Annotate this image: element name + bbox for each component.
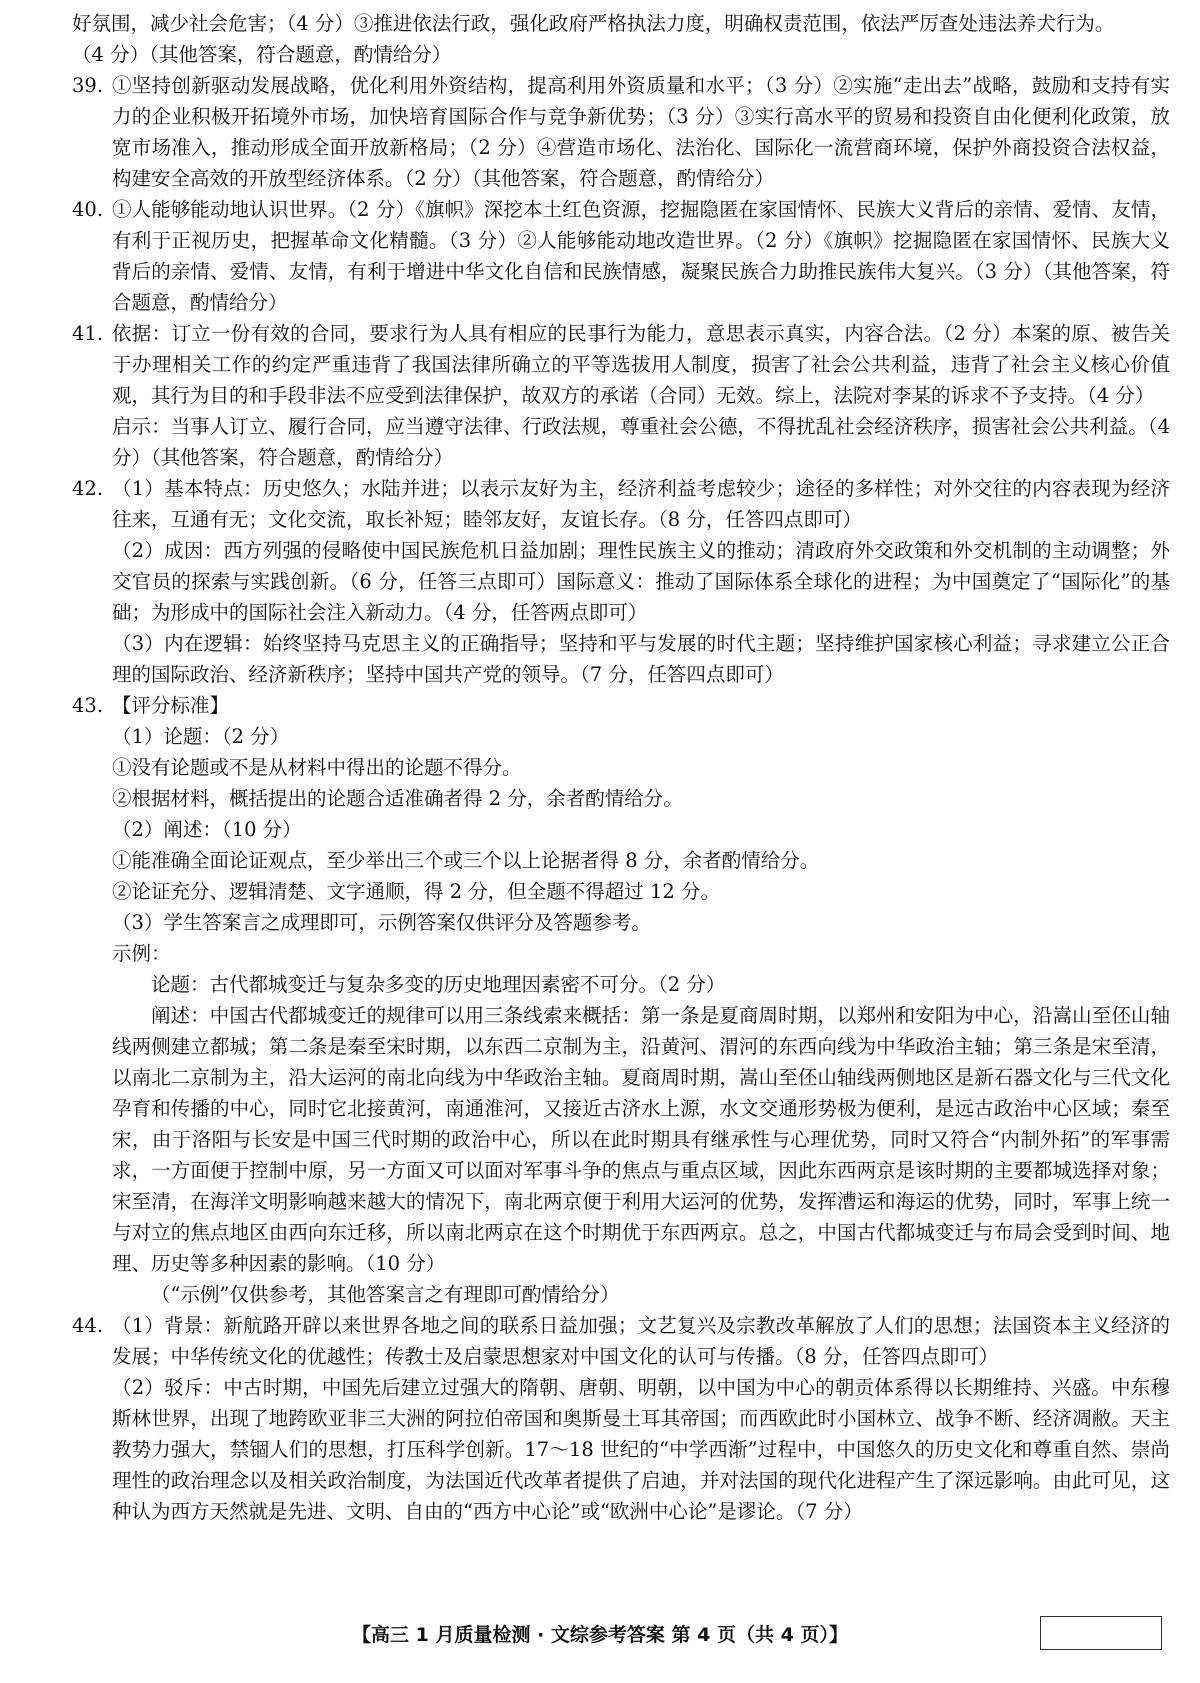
- grading-line: ①没有论题或不是从材料中得出的论题不得分。: [112, 756, 522, 779]
- question-43: [72, 690, 1170, 1310]
- score-box: [1040, 1616, 1162, 1650]
- basis-text: 依据：订立一份有效的合同，要求行为人具有相应的民事行为能力，意思表示真实，内容合法。（2 分）本案的原、被告关于办理相关工作的约定严重违背了我国法律所确立的平等选拔用人制度，损害了社会公共利益，违背了社会主义核心价值观，其行为目的和手段非法不应受到法律保护，故双方的承诺（合同）无效。综上，法院对李某的诉求不予支持。（4 分）: [112, 322, 1170, 407]
- question-41: [72, 318, 1170, 473]
- example-note: （“示例”仅供参考，其他答案言之有理即可酌情给分）: [151, 1283, 620, 1306]
- example-essay: 阐述：中国古代都城变迁的规律可以用三条线索来概括：第一条是夏商周时期，以郑州和安阳为中心，沿嵩山至伾山轴线两侧建立都城；第二条是秦至宋时期，以东西二京制为主，沿黄河、渭河的东西向线为中华政治主轴；第三条是宋至清，以南北二京制为主，沿大运河的南北向线为中华政治主轴。夏商周时期，嵩山至伾山轴线两侧地区是新石器文化与三代文化孕育和传播的中心，同时它北接黄河，南通淮河，又接近古济水上源，水文交通形势极为便利，是远古政治中心区域；秦至宋，由于洛阳与长安是中国三代时期的政治中心，所以在此时期具有继承性与心理优势，同时又符合“内制外拓”的军事需求，一方面便于控制中原，另一方面又可以面对军事斗争的焦点与重点区域，因此东西两京是该时期的主要都城选择对象；宋至清，在海洋文明影响越来越大的情况下，南北两京便于利用大运河的优势，发挥漕运和海运的优势，同时，军事上统一与对立的焦点地区由西向东迁移，所以南北两京在这个时期优于东西两京。总之，中国古代都城变迁与布局会受到时间、地理、历史等多种因素的影响。（10 分）: [112, 1004, 1170, 1275]
- part-3: （3）内在逻辑：始终坚持马克思主义的正确指导；坚持和平与发展的时代主题；坚持维护国家核心利益；寻求建立公正合理的国际政治、经济新秩序；坚持中国共产党的领导。（7 分，任答四点即可）: [112, 632, 1170, 686]
- carryover-line-1: 好氛围，减少社会危害；（4 分）③推进依法行政，强化政府严格执法力度，明确权责范围，依法严厉查处违法养犬行为。: [72, 12, 1115, 35]
- question-number: 42.: [72, 477, 104, 500]
- grading-line: （1）论题：（2 分）: [112, 725, 290, 748]
- answer-page: [72, 8, 1170, 1527]
- question-number: 40.: [72, 198, 104, 221]
- grading-line: ②论证充分、逻辑清楚、文字通顺，得 2 分，但全题不得超过 12 分。: [112, 880, 721, 903]
- part-1: （1）背景：新航路开辟以来世界各地之间的联系日益加强；文艺复兴及宗教改革解放了人们的思想；法国资本主义经济的发展；中华传统文化的优越性；传教士及启蒙思想家对中国文化的认可与传播。（8 分，任答四点即可）: [112, 1314, 1170, 1368]
- question-39: [72, 70, 1170, 194]
- grading-line: ①能准确全面论证观点，至少举出三个或三个以上论据者得 8 分，余者酌情给分。: [112, 849, 820, 872]
- question-42: [72, 473, 1170, 690]
- example-label: 示例：: [112, 942, 171, 965]
- page-footer: 【高三 1 月质量检测 · 文综参考答案 第 4 页（共 4 页）】: [352, 1624, 848, 1646]
- grading-line: ②根据材料，概括提出的论题合适准确者得 2 分，余者酌情给分。: [112, 787, 683, 810]
- question-40: [72, 194, 1170, 318]
- question-number: 41.: [72, 322, 104, 345]
- part-2: （2）驳斥：中古时期，中国先后建立过强大的隋朝、唐朝、明朝，以中国为中心的朝贡体系得以长期维持、兴盛。中东穆斯林世界，出现了地跨欧亚非三大洲的阿拉伯帝国和奥斯曼土耳其帝国；而西欧此时小国林立、战争不断、经济凋敝。天主教势力强大，禁锢人们的思想，打压科学创新。17～18 世纪的“中学西渐”过程中，中国悠久的历史文化和尊重自然、崇尚理性的政治理念以及相关政治制度，为法国近代改革者提供了启迪，并对法国的现代化进程产生了深远影响。由此可见，这种认为西方天然就是先进、文明、自由的“西方中心论”或“欧洲中心论”是谬论。（7 分）: [112, 1376, 1170, 1523]
- question-number: 43.: [72, 694, 104, 717]
- carryover-line-2: （4 分）（其他答案，符合题意，酌情给分）: [72, 43, 452, 66]
- grading-line: （2）阐述：（10 分）: [112, 818, 302, 841]
- question-44: [72, 1310, 1170, 1527]
- part-1: （1）基本特点：历史悠久；水陆并进；以表示友好为主，经济利益考虑较少；途径的多样性；对外交往的内容表现为经济往来，互通有无；文化交流，取长补短；睦邻友好，友谊长存。（8 分，任答四点即可）: [112, 477, 1170, 531]
- answer-text: ①坚持创新驱动发展战略，优化利用外资结构，提高利用外资质量和水平；（3 分）②实施“走出去”战略，鼓励和支持有实力的企业积极开拓境外市场，加快培育国际合作与竞争新优势；（3 分）③实行高水平的贸易和投资自由化便利化政策，放宽市场准入，推动形成全面开放新格局；（2 分）④营造市场化、法治化、国际化一流营商环境，保护外商投资合法权益，构建安全高效的开放型经济体系。（2 分）（其他答案，符合题意，酌情给分）: [112, 74, 1170, 190]
- example-thesis: 论题：古代都城变迁与复杂多变的历史地理因素密不可分。（2 分）: [151, 973, 726, 996]
- question-number: 39.: [72, 74, 104, 97]
- part-2: （2）成因：西方列强的侵略使中国民族危机日益加剧；理性民族主义的推动；清政府外交政策和外交机制的主动调整；外交官员的探索与实践创新。（6 分，任答三点即可）国际意义：推动了国际体系全球化的进程；为中国奠定了“国际化”的基础；为形成中的国际社会注入新动力。（4 分，任答两点即可）: [112, 539, 1170, 624]
- question-number: 44.: [72, 1314, 104, 1337]
- answer-text: ①人能够能动地认识世界。（2 分）《旗帜》深挖本土红色资源，挖掘隐匿在家国情怀、民族大义背后的亲情、爱情、友情，有利于正视历史，把握革命文化精髓。（3 分）②人能够能动地改造世界。（2 分）《旗帜》挖掘隐匿在家国情怀、民族大义背后的亲情、爱情、友情，有利于增进中华文化自信和民族情感，凝聚民族合力助推民族伟大复兴。（3 分）（其他答案，符合题意，酌情给分）: [112, 198, 1170, 314]
- grading-line: （3）学生答案言之成理即可，示例答案仅供评分及答题参考。: [112, 911, 651, 934]
- insight-text: 启示：当事人订立、履行合同，应当遵守法律、行政法规，尊重社会公德，不得扰乱社会经济秩序，损害社会公共利益。（4 分）（其他答案，符合题意，酌情给分）: [112, 415, 1170, 469]
- grading-heading: 【评分标准】: [112, 694, 230, 717]
